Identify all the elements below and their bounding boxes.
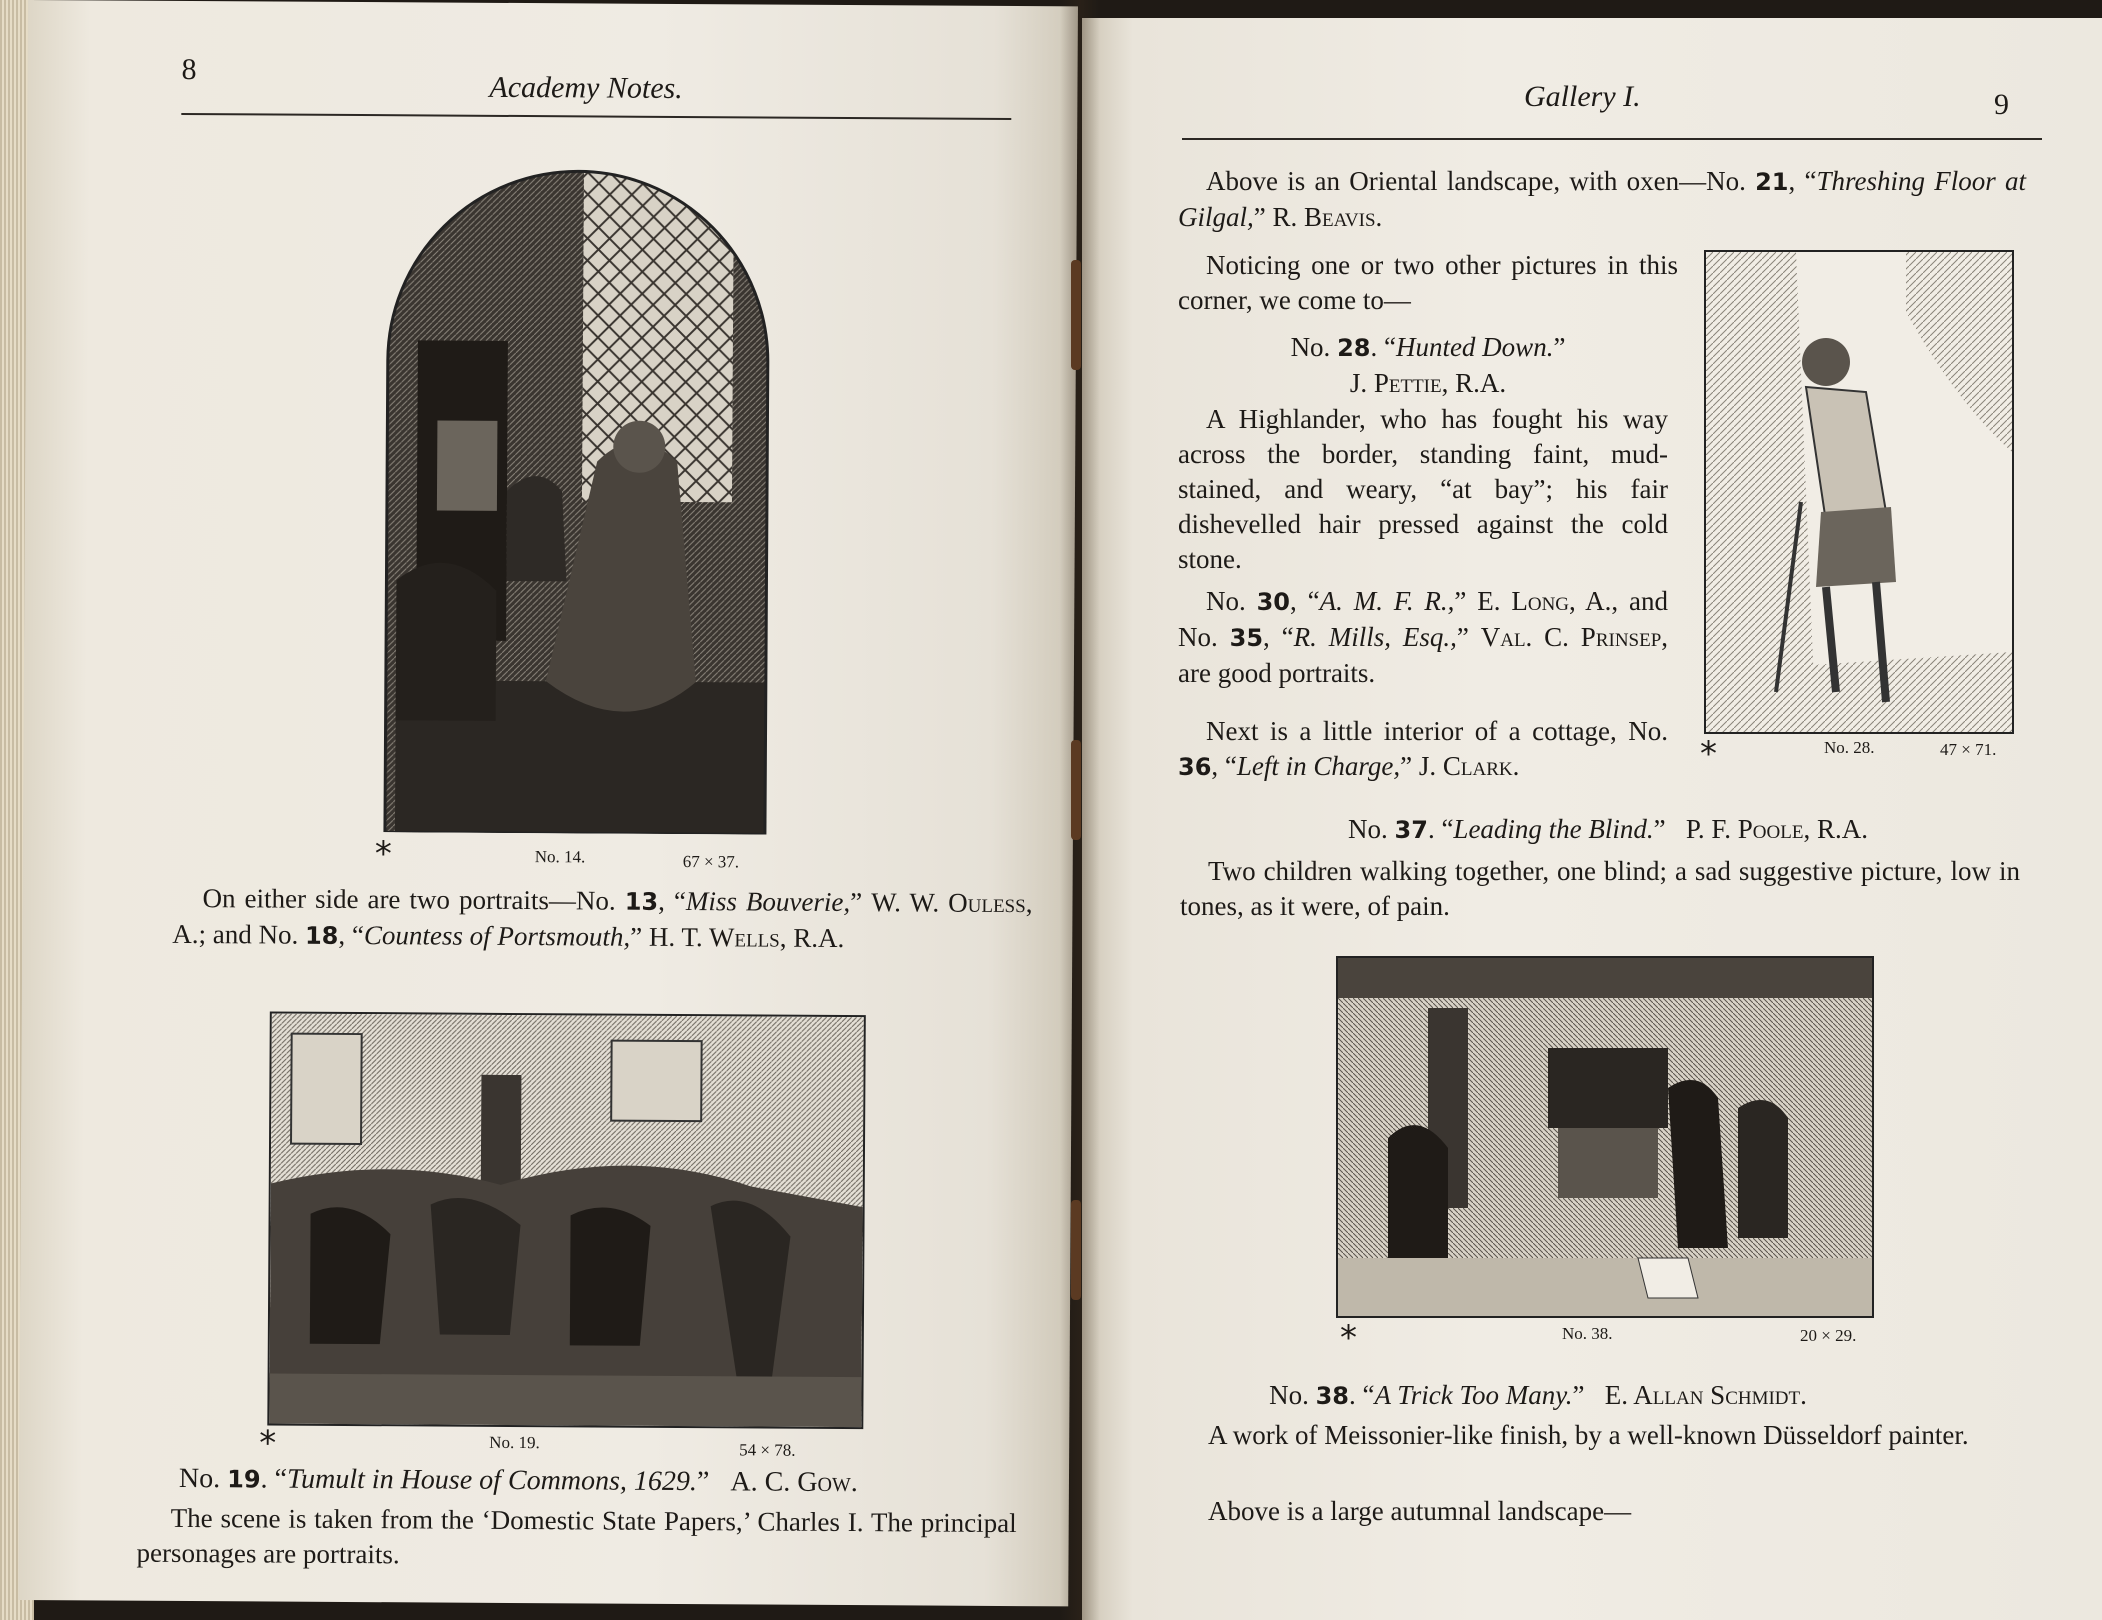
illustration-highlander	[1704, 250, 2014, 734]
plate-dimensions: 54 × 78.	[739, 1440, 796, 1460]
plate-dimensions: 67 × 37.	[682, 852, 740, 872]
illustration-organ-scene	[375, 160, 779, 834]
plate-dimensions: 20 × 29.	[1800, 1326, 1857, 1345]
paragraph-portraits: On either side are two portraits—No. 13, “Miss Bouverie,” W. W. Ouless, A.; and No. 18, “Countess of Portsmouth,” H. T. Wells, R.A.	[172, 883, 1033, 954]
running-head: Academy Notes.	[489, 70, 683, 106]
entry-heading-28: No. 28. “Hunted Down.” J. Pettie, R.A.	[1290, 332, 1566, 398]
plate-number-label: No. 28.	[1824, 738, 1875, 757]
binding-stitch	[1071, 1200, 1081, 1300]
binding-stitch	[1071, 260, 1081, 370]
paragraph-children: Two children walking together, one blind; a sad suggestive picture, low in tones, as it were, of pain.	[1180, 856, 2020, 921]
asterisk-marker: *	[1340, 1318, 1357, 1358]
page-number: 9	[1994, 88, 2009, 121]
paragraph-meissonier: A work of Meissonier-like finish, by a well-known Düsseldorf painter.	[1208, 1420, 1969, 1450]
entry-heading-38: No. 38. “A Trick Too Many.” E. Allan Schmidt.	[1269, 1380, 1807, 1410]
header-rule	[1182, 138, 2042, 140]
asterisk-marker: *	[1700, 734, 1717, 774]
running-head: Gallery I.	[1524, 80, 1641, 113]
header-rule	[181, 113, 1011, 120]
paragraph-cottage: Next is a little interior of a cottage, No. 36, “Left in Charge,” J. Clark.	[1178, 716, 1668, 781]
illustration-tumult-scene	[267, 1011, 866, 1429]
plate-number-label: No. 19.	[489, 1432, 540, 1453]
entry-heading-19: No. 19. “Tumult in House of Commons, 1629.” A. C. Gow.	[178, 1462, 858, 1499]
paragraph-noticing: Noticing one or two other pictures in this corner, we come to—	[1178, 250, 1678, 315]
binding-stitch	[1071, 740, 1081, 840]
asterisk-marker: *	[374, 834, 392, 875]
paragraph-good-portraits: No. 30, “A. M. F. R.,” E. Long, A., and No. 35, “R. Mills, Esq.,” Val. C. Prinsep, are good portraits.	[1178, 586, 1669, 688]
asterisk-marker: *	[259, 1423, 277, 1464]
left-page	[18, 0, 1078, 1606]
paragraph-highlander: A Highlander, who has fought his way across the border, standing faint, mud-stained, and weary, “at bay”; his fair dishevelled hair pressed against the cold stone.	[1178, 404, 1668, 574]
plate-number-label: No. 38.	[1562, 1324, 1613, 1343]
plate-number-label: No. 14.	[534, 847, 586, 867]
illustration-trick-scene	[1336, 956, 1874, 1318]
paragraph-scene: The scene is taken from the ‘Domestic State Papers,’ Charles I. The principal personages are portraits.	[136, 1502, 1017, 1570]
page-number: 8	[181, 52, 197, 87]
entry-heading-37: No. 37. “Leading the Blind.” P. F. Poole, R.A.	[1348, 814, 1868, 844]
right-page	[1082, 18, 2102, 1620]
paragraph-oriental-landscape: Above is an Oriental landscape, with oxen—No. 21, “Threshing Floor at Gilgal,” R. Beavis.	[1178, 166, 2026, 232]
paragraph-autumnal: Above is a large autumnal landscape—	[1208, 1496, 1632, 1526]
plate-dimensions: 47 × 71.	[1940, 740, 1997, 759]
